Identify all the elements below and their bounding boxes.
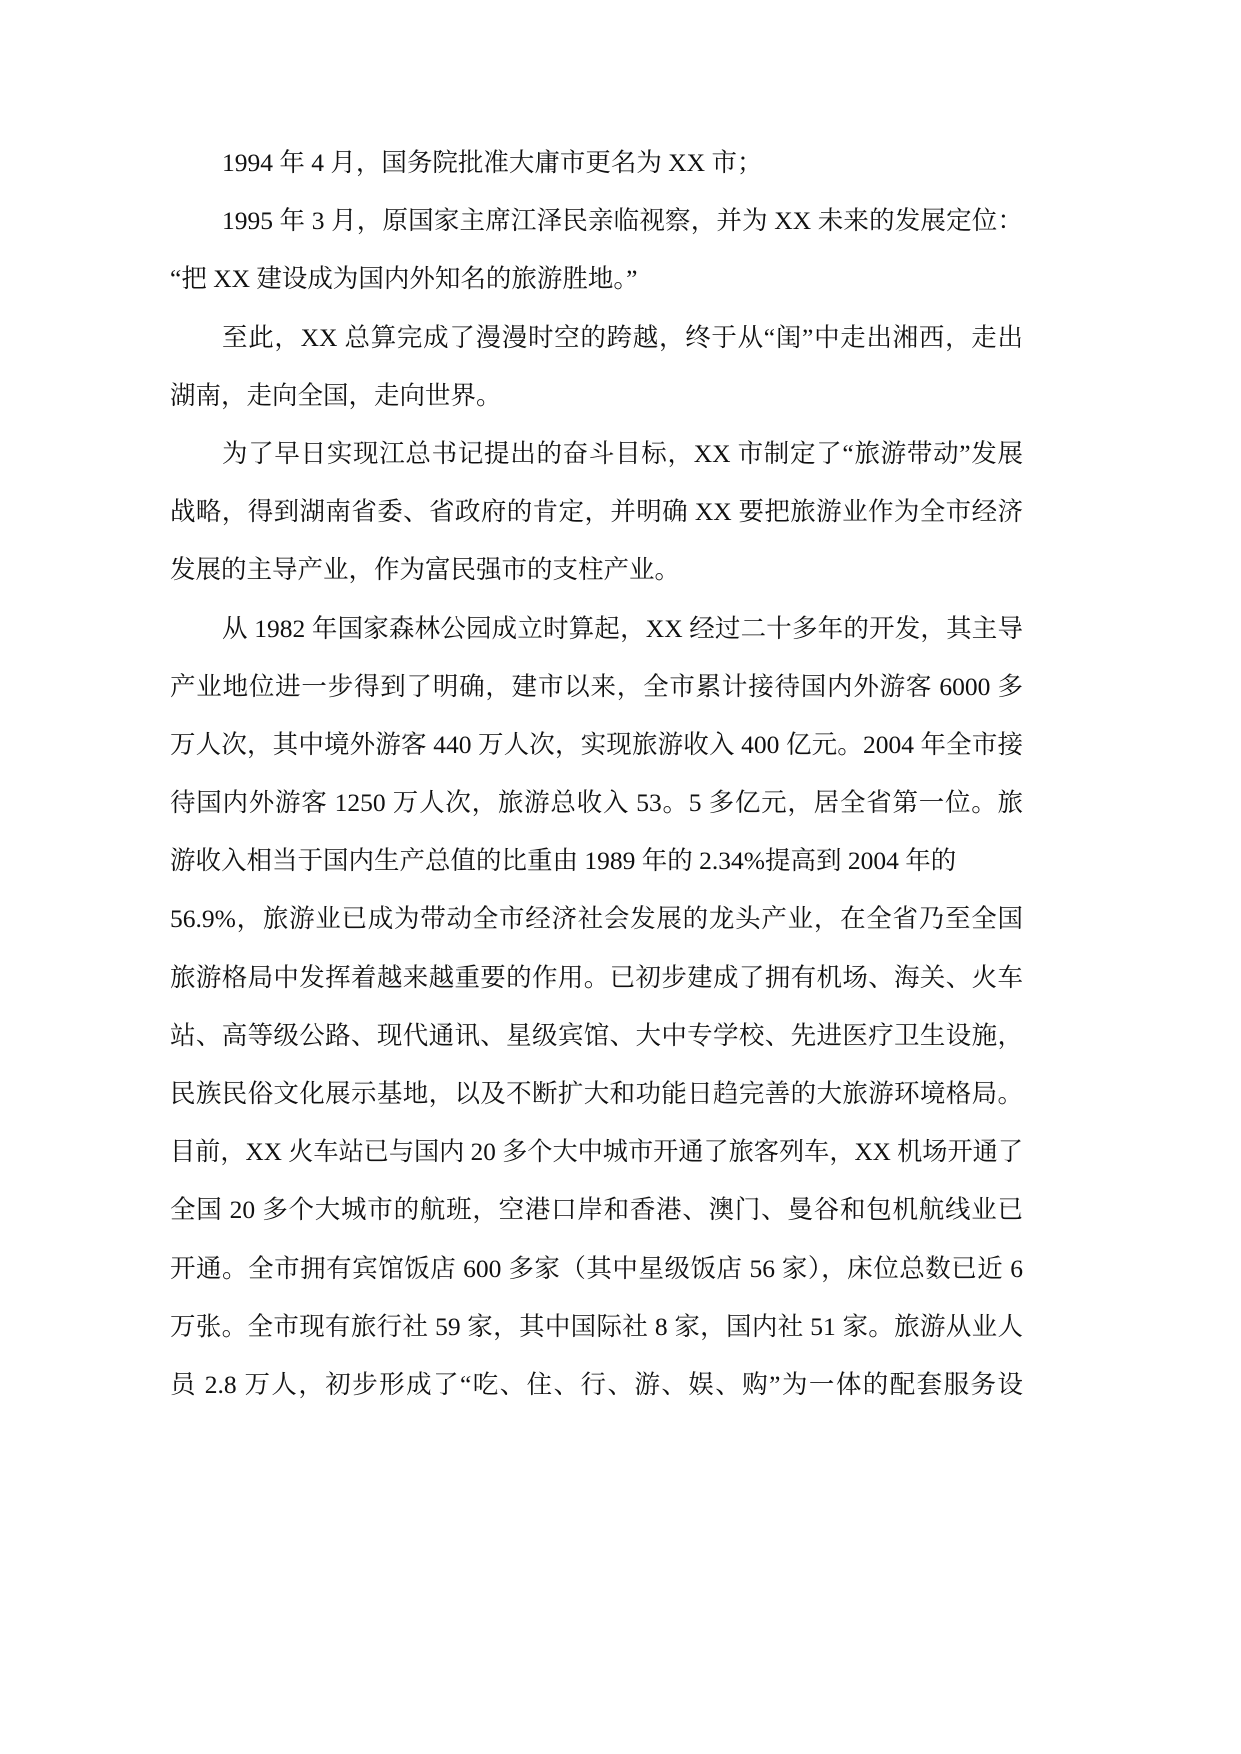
paragraph (170, 134, 1023, 192)
paragraph-line: “把 XX 建设成为国内外知名的旅游胜地。” (170, 264, 638, 294)
paragraph-line: 1995 年 3 月，原国家主席江泽民亲临视察，并为 XX 未来的发展定位： (222, 206, 1023, 236)
paragraph-line: 1994 年 4 月，国务院批准大庸市更名为 XX 市； (222, 148, 763, 177)
paragraph-line: 56.9%，旅游业已成为带动全市经济社会发展的龙头产业，在全省乃至全国 (170, 904, 1023, 934)
paragraph-line: 目前，XX 火车站已与国内 20 多个大中城市开通了旅客列车，XX 机场开通了 (170, 1137, 1023, 1167)
paragraph-line: 待国内外游客 1250 万人次，旅游总收入 53。5 多亿元，居全省第一位。旅 (170, 788, 1023, 818)
paragraph-line: 万张。全市现有旅行社 59 家，其中国际社 8 家，国内社 51 家。旅游从业人 (170, 1311, 1023, 1341)
paragraph-line: 开通。全市拥有宾馆饭店 600 多家（其中星级饭店 56 家），床位总数已近 6 (170, 1253, 1023, 1283)
paragraph-line: 产业地位进一步得到了明确，建市以来，全市累计接待国内外游客 6000 多 (170, 671, 1023, 701)
paragraph-line: 游收入相当于国内生产总值的比重由 1989 年的 2.34%提高到 2004 年的 (170, 846, 957, 876)
paragraph-line: 至此，XX 总算完成了漫漫时空的跨越，终于从“闺”中走出湘西，走出 (222, 322, 1023, 352)
paragraph-line: 旅游格局中发挥着越来越重要的作用。已初步建成了拥有机场、海关、火车 (170, 962, 1023, 992)
paragraph-line: 万人次，其中境外游客 440 万人次，实现旅游收入 400 亿元。2004 年全市接 (170, 729, 1023, 759)
document-body (170, 134, 1023, 1414)
paragraph (170, 600, 1023, 1415)
paragraph (170, 425, 1023, 600)
paragraph-line: 湖南，走向全国，走向世界。 (170, 380, 502, 410)
paragraph-line: 从 1982 年国家森林公园成立时算起，XX 经过二十多年的开发，其主导 (222, 613, 1023, 643)
paragraph-line: 员 2.8 万人，初步形成了“吃、住、行、游、娱、购”为一体的配套服务设 (170, 1369, 1023, 1399)
paragraph-line: 全国 20 多个大城市的航班，空港口岸和香港、澳门、曼谷和包机航线业已 (170, 1195, 1023, 1225)
paragraph-line: 发展的主导产业，作为富民强市的支柱产业。 (170, 555, 681, 585)
paragraph-line: 民族民俗文化展示基地，以及不断扩大和功能日趋完善的大旅游环境格局。 (170, 1079, 1023, 1108)
paragraph (170, 309, 1023, 425)
paragraph-line: 战略，得到湖南省委、省政府的肯定，并明确 XX 要把旅游业作为全市经济 (170, 497, 1023, 527)
paragraph-line: 站、高等级公路、现代通讯、星级宾馆、大中专学校、先进医疗卫生设施， (170, 1020, 1023, 1050)
paragraph (170, 192, 1023, 308)
paragraph-line: 为了早日实现江总书记提出的奋斗目标，XX 市制定了“旅游带动”发展 (222, 438, 1023, 468)
